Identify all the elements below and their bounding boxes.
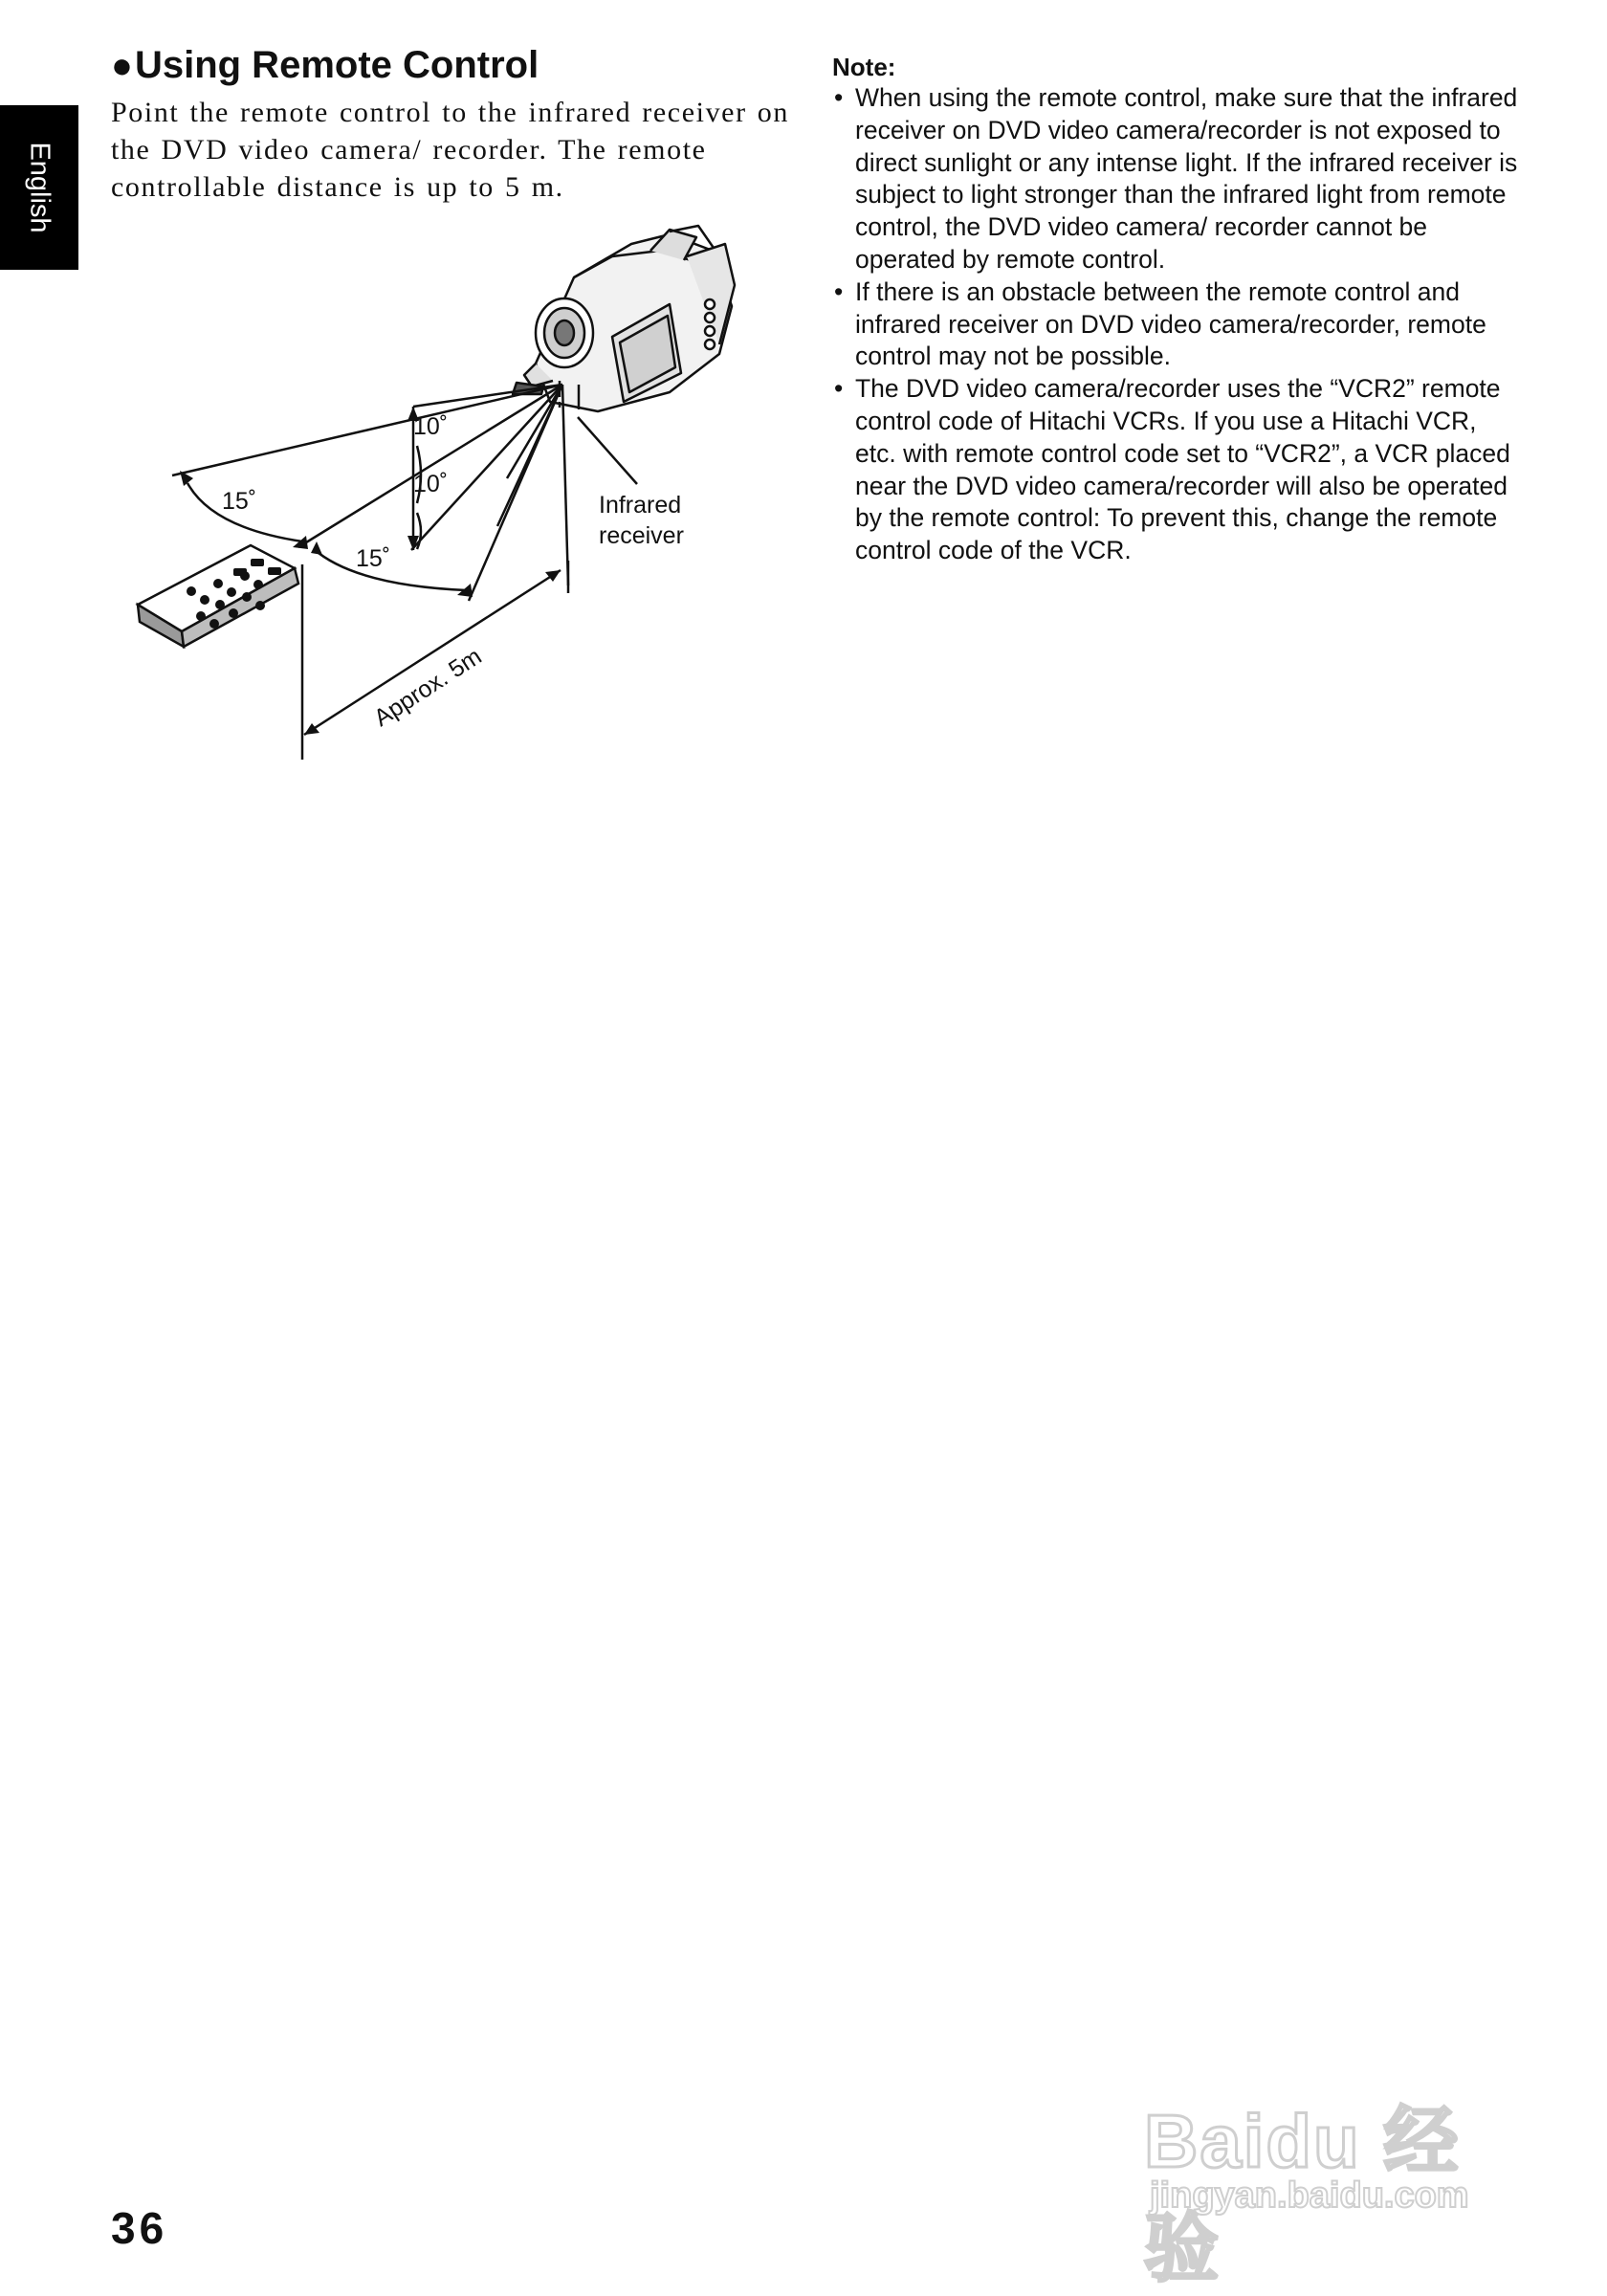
receiver-label-line1: Infrared (599, 492, 682, 519)
watermark-brand: Baidu 经验 (1144, 2099, 1461, 2290)
page-number: 36 (111, 2203, 168, 2253)
language-label: English (24, 142, 55, 233)
angle-up-label: 10˚ (413, 413, 449, 440)
angle-left-label: 15˚ (222, 488, 257, 515)
note-list (832, 82, 1521, 567)
note-title: Note: (832, 53, 896, 81)
receiver-label-line2: receiver (599, 522, 684, 549)
angle-down-label: 10˚ (413, 471, 449, 497)
heading-bullet: ● (111, 46, 133, 86)
note-item: • If there is an obstacle between the remote control and infrared receiver on DVD video camera/recorder, remote control may not be possible. (832, 276, 1521, 373)
intro-paragraph: Point the remote control to the infrared receiver on the DVD video camera/ recorder. The remote controllable distance is up to 5 m. (111, 97, 789, 203)
note-item: • When using the remote control, make sure that the infrared receiver on DVD video camera/recorder is not exposed to direct sunlight or any intense light. If the infrared receiver is subject to light stronger than the infrared light from remote control, the DVD video camera/ recorder cannot be operated by remote control. (832, 82, 1521, 276)
angle-right-label: 15˚ (356, 545, 391, 572)
watermark-url: jingyan.baidu.com (1150, 2175, 1469, 2216)
camcorder-illustration (513, 226, 735, 411)
heading-title: Using Remote Control (134, 44, 539, 86)
remote-control-illustration (138, 545, 298, 647)
note-item: • The DVD video camera/recorder uses the “VCR2” remote control code of Hitachi VCRs. If you use a Hitachi VCR, etc. with remote control code set to “VCR2”, a VCR placed near the DVD video camera/recorder will also be operated by the remote control: To prevent this, change the remote control code of the VCR. (832, 373, 1521, 567)
baidu-watermark (1144, 2063, 1527, 2290)
distance-label: Approx. 5m (369, 642, 487, 733)
